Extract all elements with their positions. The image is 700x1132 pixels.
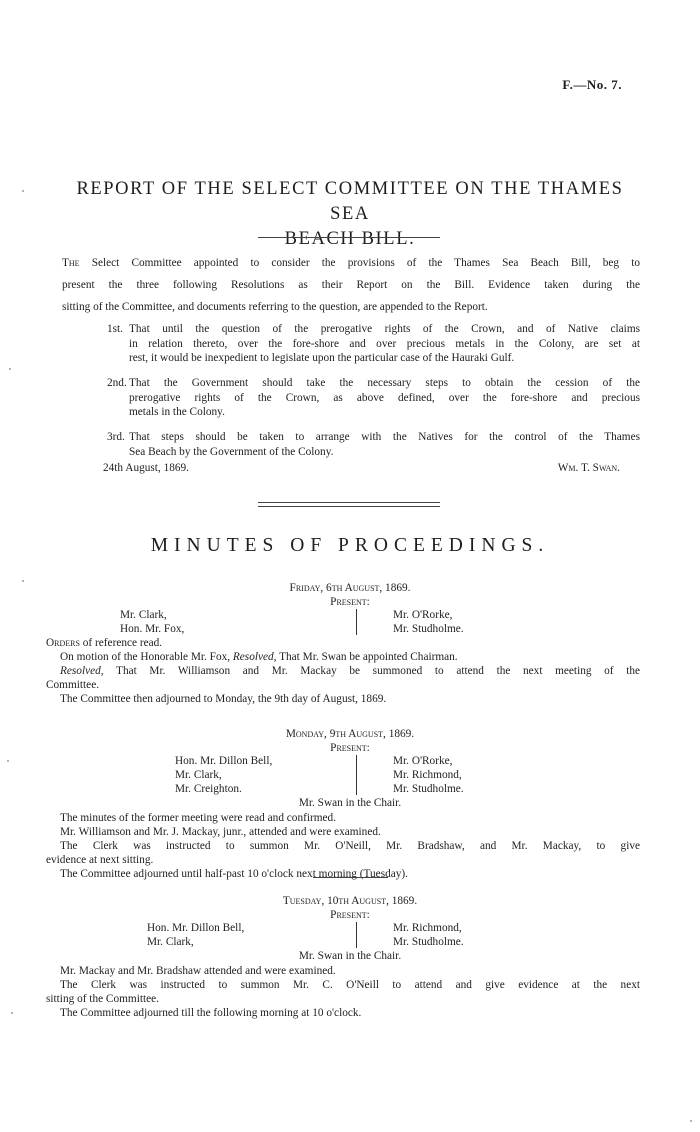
- resolution-line: Sea Beach by the Government of the Colony.: [129, 445, 334, 458]
- minutes-line: The Committee adjourned until half-past 10 o'clock next morning (Tuesday).: [60, 868, 408, 880]
- resolution-line: prerogative rights of the Crown, as above defined, over the fore-shore and precious: [129, 391, 640, 404]
- resolution-number: 1st.: [107, 323, 124, 335]
- meeting-3-present-label: Present:: [330, 909, 370, 921]
- member: Hon. Mr. Fox,: [120, 623, 185, 635]
- minutes-line: The Committee then adjourned to Monday, the 9th day of August, 1869.: [60, 693, 387, 705]
- member: Mr. Clark,: [175, 769, 222, 781]
- intro-line-1: The Select Committee appointed to consider the provisions of the Thames Sea Beach Bill, beg to: [62, 257, 640, 269]
- meeting-2-present-label: Present:: [330, 742, 370, 754]
- member: Mr. Richmond,: [393, 922, 462, 934]
- resolution-line: That until the question of the prerogative rights of the Crown, and of Native claims: [129, 323, 640, 335]
- meeting-3-members-left: [147, 921, 244, 949]
- report-title-line-1: REPORT OF THE SELECT COMMITTEE ON THE THAMES SEA: [76, 179, 624, 224]
- minutes-line: Resolved, That Mr. Williamson and Mr. Mackay be summoned to attend the next meeting of the: [60, 665, 640, 677]
- resolution-3: [107, 430, 640, 459]
- meeting-1-members-left: [120, 608, 184, 636]
- meeting-2-date: Monday, 9th August, 1869.: [285, 728, 415, 740]
- member: Hon. Mr. Dillon Bell,: [175, 755, 273, 767]
- minutes-line: The Clerk was instructed to summon Mr. O'Neill, Mr. Bradshaw, and Mr. Mackay, to give: [60, 840, 640, 852]
- resolution-line: metals in the Colony.: [129, 406, 225, 418]
- minutes-line: Orders of reference read.: [46, 637, 163, 649]
- meeting-1-present-label: Present:: [330, 596, 370, 608]
- member: Mr. Clark,: [147, 936, 194, 948]
- meeting-divider: [313, 877, 388, 878]
- intro-line-3: sitting of the Committee, and documents referring to the question, are appended to the Report.: [62, 301, 488, 313]
- intro-line-2: present the three following Resolutions as their Report on the Bill. Evidence taken during the: [62, 279, 640, 291]
- report-intro: [62, 252, 640, 318]
- minutes-line: sitting of the Committee.: [46, 993, 159, 1005]
- minutes-line: The Committee adjourned till the following morning at 10 o'clock.: [60, 1007, 362, 1019]
- resolution-line: rest, it would be inexpedient to legislate upon the particular case of the Hauraki Gulf.: [129, 352, 515, 364]
- minutes-line: evidence at next sitting.: [46, 854, 154, 866]
- member: Mr. O'Rorke,: [393, 609, 453, 621]
- scan-speck: [22, 190, 24, 192]
- member: Hon. Mr. Dillon Bell,: [147, 922, 245, 934]
- meeting-2-members-left: [175, 754, 272, 796]
- title-divider: [258, 237, 440, 238]
- scan-speck: [9, 368, 11, 370]
- scan-speck: [690, 1120, 692, 1122]
- resolution-1: [107, 322, 640, 366]
- meeting-1-minutes: [46, 636, 640, 706]
- member-brace: [356, 922, 357, 948]
- minutes-line: Mr. Williamson and Mr. J. Mackay, junr., attended and were examined.: [60, 826, 381, 838]
- meeting-3-members-right: [393, 921, 464, 949]
- meeting-2-minutes: [46, 811, 640, 881]
- minutes-line: Committee.: [46, 679, 100, 691]
- section-divider-bottom: [258, 506, 440, 507]
- resolution-line: in relation thereto, over the fore-shore and over precious metals in the Colony, are set at: [129, 337, 640, 350]
- minutes-line: The minutes of the former meeting were read and confirmed.: [60, 812, 337, 824]
- meeting-3-chair: Mr. Swan in the Chair.: [298, 950, 402, 962]
- signature: Wm. T. Swan.: [557, 462, 620, 474]
- meeting-1-date: Friday, 6th August, 1869.: [289, 582, 411, 594]
- resolution-number: 2nd.: [107, 377, 127, 389]
- meeting-3-minutes: [46, 964, 640, 1020]
- member-brace: [356, 609, 357, 635]
- member-brace: [356, 755, 357, 795]
- scan-speck: [22, 580, 24, 582]
- minutes-line: The Clerk was instructed to summon Mr. C. O'Neill to attend and give evidence at the next: [60, 979, 640, 991]
- meeting-2-members-right: [393, 754, 464, 796]
- resolution-number: 3rd.: [107, 431, 125, 443]
- report-title: [60, 177, 640, 252]
- meeting-3-date: Tuesday, 10th August, 1869.: [282, 895, 418, 907]
- member: Mr. Studholme.: [393, 623, 464, 635]
- minutes-line: Mr. Mackay and Mr. Bradshaw attended and were examined.: [60, 965, 336, 977]
- member: Mr. Richmond,: [393, 769, 462, 781]
- resolution-line: That the Government should take the necessary steps to obtain the cession of the: [129, 377, 640, 389]
- scan-speck: [11, 1012, 13, 1014]
- resolution-line: That steps should be taken to arrange with the Natives for the control of the Thames: [129, 431, 640, 443]
- minutes-title: MINUTES OF PROCEEDINGS.: [150, 535, 550, 556]
- member: Mr. Studholme.: [393, 783, 464, 795]
- document-reference: F.—No. 7.: [562, 77, 622, 92]
- report-date: 24th August, 1869.: [103, 462, 189, 474]
- scan-speck: [7, 760, 9, 762]
- section-divider-top: [258, 502, 440, 503]
- report-title-line-2: BEACH BILL.: [284, 229, 416, 249]
- member: Mr. O'Rorke,: [393, 755, 453, 767]
- resolution-2: [107, 376, 640, 420]
- member: Mr. Clark,: [120, 609, 167, 621]
- minutes-line: On motion of the Honorable Mr. Fox, Resolved, That Mr. Swan be appointed Chairman.: [60, 651, 458, 663]
- member: Mr. Studholme.: [393, 936, 464, 948]
- meeting-2-chair: Mr. Swan in the Chair.: [298, 797, 402, 809]
- member: Mr. Creighton.: [175, 783, 242, 795]
- meeting-1-members-right: [393, 608, 464, 636]
